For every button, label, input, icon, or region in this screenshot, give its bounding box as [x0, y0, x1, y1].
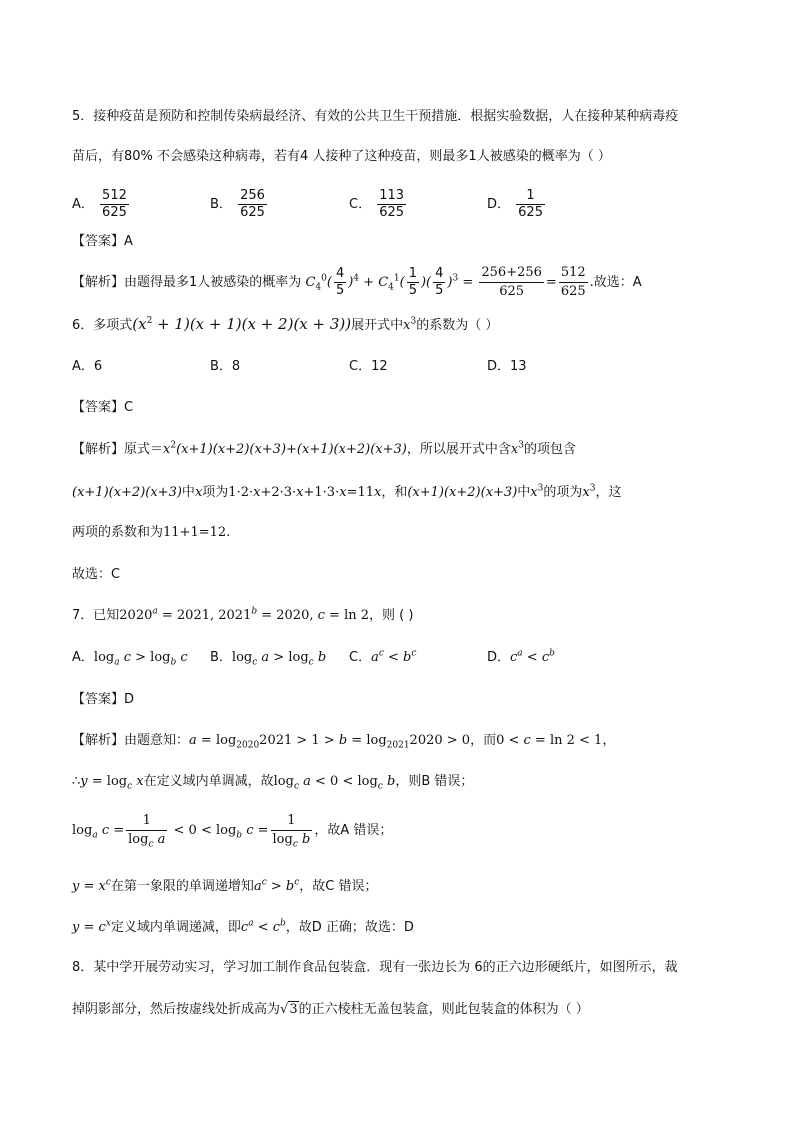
q7-analysis-line5: $y = c^x$定义域内单调递减，即$c^a < c^b$，故D 正确；故选：D — [72, 918, 414, 935]
q6-option-a: A．6 — [72, 359, 103, 374]
q7-analysis-line2: ∴y = $\log_c x$在定义域内单调减，故$\log_c a < 0 < \log_c b$，则B 错误； — [72, 774, 474, 792]
q7-answer: 【答案】D — [72, 692, 135, 707]
q5-answer: 【答案】A — [72, 234, 133, 249]
q7-option-c: C．$a^c < b^c$ — [349, 648, 417, 665]
q6-option-c: C．12 — [349, 359, 388, 374]
q6-stem: 6．多项式$(x^2 + 1)(x + 1)(x + 2)(x + 3)$)展开式中$x^3$的系数为（ ） — [72, 315, 499, 333]
q5-stem-line1: 5．接种疫苗是预防和控制传染病最经济、有效的公共卫生干预措施．根据实验数据，人在接种某种病毒疫 — [72, 109, 679, 124]
q7-option-b: B．$\log_c a > \log_c b$ — [210, 650, 327, 668]
q5-option-a: A． $\frac{512}{625}$ — [72, 188, 127, 220]
q6-option-d: D．13 — [487, 359, 527, 374]
q5-option-d: D． $\frac{1}{625}$ — [487, 188, 543, 220]
q8-stem-line2: 掉阴影部分，然后按虚线处折成高为√3的正六棱柱无盖包装盒，则此包装盒的体积为（ ） — [72, 1002, 589, 1017]
q6-analysis-line1: 【解析】原式$=x^2(x+1)(x+2)(x+3)+(x+1)(x+2)(x+3)$，所以展开式中含$x^3$的项包含 — [72, 440, 576, 457]
q7-stem: 7．已知$2020^a = 2021$, $2021^b = 2020$, c = ln 2，则 ( ) — [72, 606, 414, 623]
q7-option-d: D．$c^a < c^b$ — [487, 648, 555, 665]
q7-analysis-line1: 【解析】由题意知：$a = \log_{2020}2021 > 1 > b = \log_{2021}2020 > 0$，而0 < c = ln 2 < 1， — [72, 733, 616, 751]
q8-stem-line1: 8．某中学开展劳动实习，学习加工制作食品包装盒．现有一张边长为 6的正六边形硬纸片，如图所示，裁 — [72, 960, 678, 975]
q6-analysis-line3: 两项的系数和为11+1=12. — [72, 525, 231, 540]
q7-analysis-line3: $\log_a c$ = $\frac{1}{\log_c a}$ < $0 < \log_b c$ = $\frac{1}{\log_c b}$ ，故A 错误； — [72, 813, 393, 850]
q5-options — [72, 182, 734, 222]
q5-option-c: C． $\frac{113}{625}$ — [349, 188, 405, 220]
q5-analysis: 【解析】由题得最多1人被感染的概率为 $C_4^0$( $\frac{4}{5}$ )$^4 + C_4^1$( $\frac{1}{5}$ )( $\frac{4}{5}$ )$^3$ = $\frac{256+256}{625}$ = $\frac{512}{625}$ .故选：A — [72, 265, 642, 299]
q6-conclusion: 故选：C — [72, 567, 121, 582]
q7-analysis-line4: $y = x^c$在第一象限的单调递增知$a^c > b^c$，故C 错误； — [72, 877, 378, 894]
q5-stem-line2: 苗后，有80% 不会感染这种病毒，若有4 人接种了这种疫苗，则最多1人被感染的概率为（ ） — [72, 149, 611, 164]
q6-analysis-line2: (x+1)(x+2)(x+3)中x项为1·2·x+2·3·x+1·3·x=11x，和(x+1)(x+2)(x+3)中$x^3$的项为$x^3$，这 — [72, 483, 622, 500]
q6-option-b: B．8 — [210, 359, 241, 374]
q6-answer: 【答案】C — [72, 400, 134, 415]
q5-option-b: B． $\frac{256}{625}$ — [210, 188, 265, 220]
q7-option-a: A．$\log_a c > \log_b c$ — [72, 650, 188, 668]
